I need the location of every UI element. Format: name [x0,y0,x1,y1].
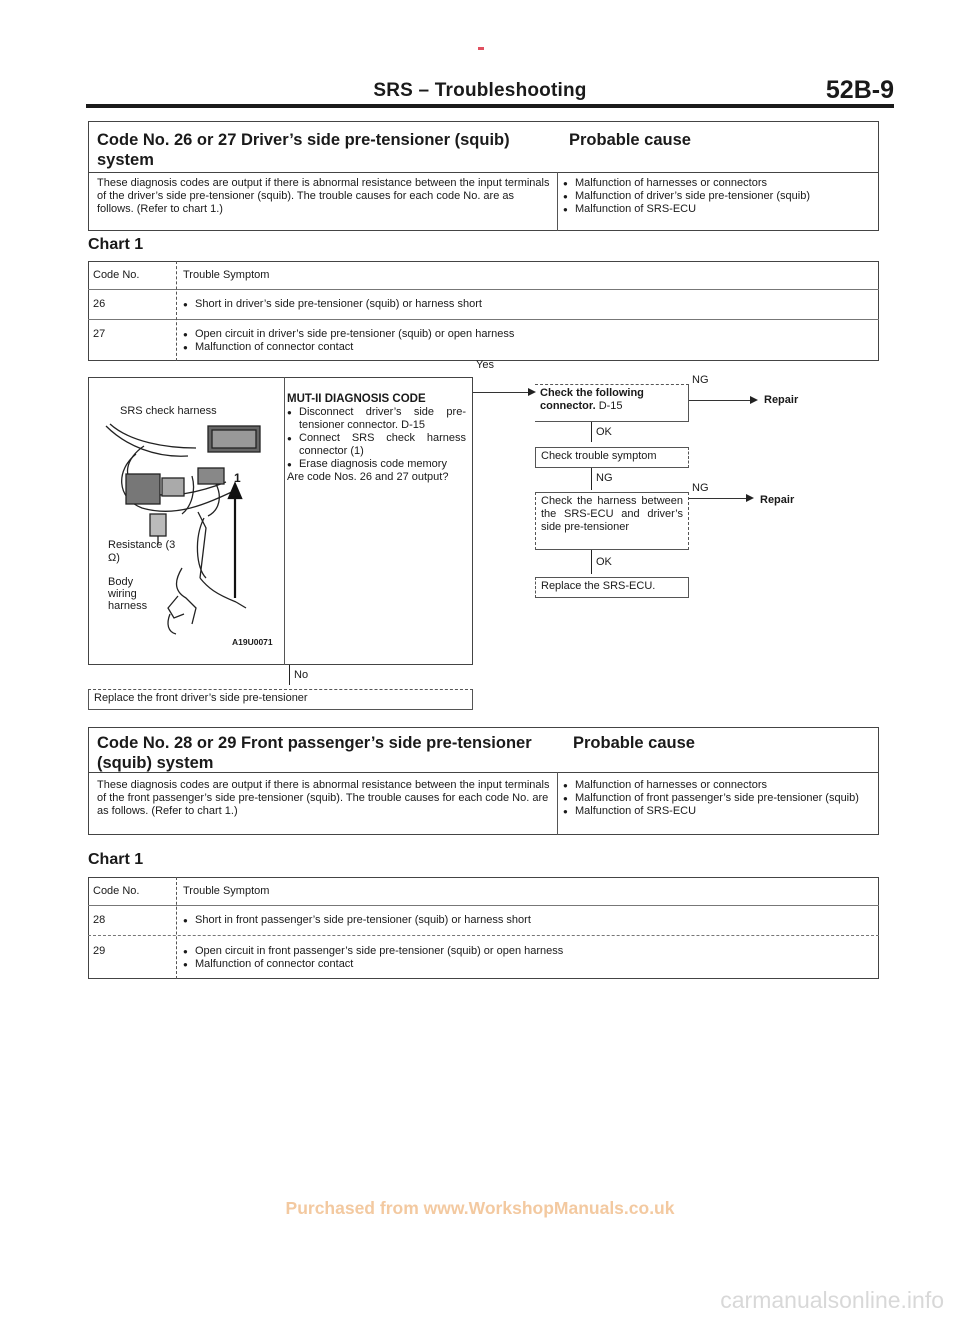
header-rule [86,104,894,108]
col-header-code: Code No. [93,885,140,897]
figure-label-harness: SRS check harness [120,405,217,417]
page-number: 52B-9 [825,76,894,104]
purchase-footer: Purchased from www.WorkshopManuals.co.uk [285,1198,675,1218]
arrow-icon [750,396,758,404]
section1-probable-cause-heading: Probable cause [569,131,691,149]
diagnosis-question: Are code Nos. 26 and 27 output? [287,471,449,483]
check-harness-box: Check the harness between the SRS-ECU and driver’s side pre-tensioner [535,492,689,550]
no-label: No [294,669,309,681]
section2-chart-title: Chart 1 [88,851,144,868]
arrow-icon [746,494,754,502]
replace-ecu-box: Replace the SRS-ECU. [535,577,689,598]
ng-label: NG [692,374,709,386]
figure-label-1: 1 [234,471,241,485]
site-watermark: carmanualsonline.info [720,1287,944,1313]
ok-label: OK [596,556,612,568]
repair-label: Repair [764,394,799,406]
cause-item: ● Malfunction of SRS-ECU [563,805,875,818]
diagnosis-title: MUT-II DIAGNOSIS CODE [287,393,426,405]
cause-item: ● Malfunction of front passenger’s side pre-tensioner (squib) [563,792,875,805]
harness-illustration [96,418,282,650]
table-row-symptom: ● Open circuit in front passenger’s side pre-tensioner (squib) or open harness ● Malfunction of connector contact [183,945,873,971]
col-header-symptom: Trouble Symptom [183,269,270,281]
check-connector-box: Check the following connector. D-15 [535,384,689,422]
section1-cause-list [563,177,873,216]
section2-probable-cause-heading: Probable cause [573,734,695,752]
table-row-symptom: ● Short in driver’s side pre-tensioner (squib) or harness short [183,298,873,311]
section1-title: Code No. 26 or 27 Driver’s side pre-tensioner (squib) system [97,131,510,169]
ok-label: OK [596,426,612,438]
table-row-code: 27 [93,328,106,340]
page-mark [478,47,484,50]
figure-label-resistance: Resistance (3 Ω) [108,539,176,564]
table-row-symptom: ● Open circuit in driver’s side pre-tensioner (squib) or open harness ● Malfunction of connector contact [183,328,873,354]
diagnosis-step: ● Connect SRS check harness connector (1) [287,432,466,458]
replace-pretensioner-box: Replace the front driver’s side pre-tensioner [88,689,473,710]
check-symptom-box: Check trouble symptom [535,447,689,468]
diagnosis-step: ● Disconnect driver’s side pre-tensioner connector. D-15 [287,406,466,432]
page-title: SRS – Troubleshooting [373,80,587,101]
section1-chart-title: Chart 1 [88,236,144,253]
cause-item: ● Malfunction of driver’s side pre-tensioner (squib) [563,190,873,203]
figure-label-body-wiring: Body wiring harness [108,576,148,612]
ng-label: NG [596,472,613,484]
cause-item: ● Malfunction of harnesses or connectors [563,177,873,190]
diagnosis-steps [287,393,466,484]
cause-item: ● Malfunction of harnesses or connectors [563,779,875,792]
section2-title: Code No. 28 or 29 Front passenger’s side pre-tensioner (squib) system [97,734,532,772]
diagnosis-step: ● Erase diagnosis code memory [287,458,466,471]
section1-description: These diagnosis codes are output if there is abnormal resistance between the input terminals of the driver’s side pre-tensioner (squib). The trouble causes for each code No. are as follows. (Refer to chart 1.) [97,177,550,215]
table-row-code: 28 [93,914,106,926]
col-header-code: Code No. [93,269,140,281]
section2-cause-list [563,779,875,818]
figure-id: A19U0071 [232,637,273,647]
yes-label: Yes [476,359,494,371]
table-row-code: 29 [93,945,106,957]
ng-label: NG [692,482,709,494]
section2-description: These diagnosis codes are output if there is abnormal resistance between the input terminals of the front passenger’s side pre-tensioner (squib). The trouble causes for each code No. are as follows. (Refer to chart 1.) [97,779,550,817]
table-row-symptom: ● Short in front passenger’s side pre-tensioner (squib) or harness short [183,914,873,927]
table-row-code: 26 [93,298,106,310]
harness-diagram-icon [96,418,282,650]
cause-item: ● Malfunction of SRS-ECU [563,203,873,216]
repair-label: Repair [760,494,795,506]
col-header-symptom: Trouble Symptom [183,885,270,897]
